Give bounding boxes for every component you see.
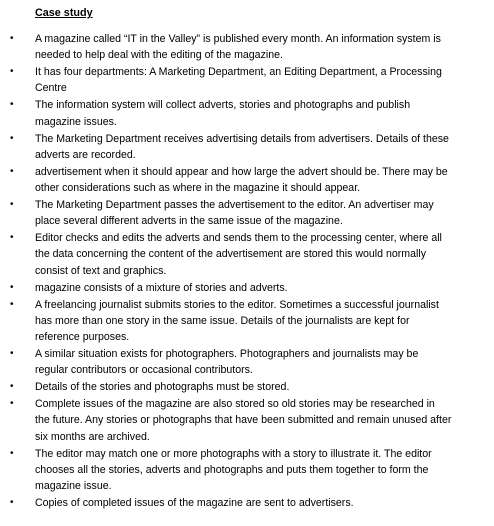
list-item-text: The Marketing Department passes the advertisement to the editor. An advertiser may place several different adverts in the same issue of the magazine. — [35, 199, 434, 228]
list-item — [0, 31, 494, 63]
list-item — [0, 446, 494, 495]
list-item — [0, 495, 494, 511]
list-item — [0, 346, 494, 378]
bullet-icon: • — [10, 33, 14, 44]
list-item — [0, 164, 494, 196]
bullet-icon: • — [10, 348, 14, 360]
list-item-text: The information system will collect adverts, stories and photographs and publish magazine issues. — [35, 99, 411, 128]
bullet-icon: • — [10, 497, 14, 509]
list-item-text: A magazine called “IT in the Valley” is published every month. An information system is needed to help deal with the editing of the magazine. — [35, 33, 441, 62]
bullet-icon: • — [10, 66, 14, 78]
bullet-icon: • — [10, 132, 14, 144]
list-item-text: magazine consists of a mixture of stories and adverts. — [35, 281, 288, 294]
list-item-text: A freelancing journalist submits stories to the editor. Sometimes a successful journalist has more than one story in the same issue. Details of the journalists are kept for reference purposes. — [35, 298, 439, 344]
list-item-text: Copies of completed issues of the magazine are sent to advertisers. — [35, 497, 354, 510]
list-item-text: advertisement when it should appear and how large the advert should be. There may be other considerations such as where in the magazine it should appear. — [35, 165, 448, 195]
document-title: Case study — [35, 7, 93, 19]
list-item — [0, 197, 494, 229]
bullet-icon: • — [10, 165, 14, 177]
list-item — [0, 97, 494, 129]
list-item — [0, 379, 494, 395]
bullet-icon: • — [10, 199, 14, 211]
list-item — [0, 131, 494, 163]
list-item-text: A similar situation exists for photographers. Photographers and journalists may be regular contributors or occasional contributors. — [35, 348, 419, 377]
bullet-list — [0, 31, 494, 512]
bullet-icon: • — [10, 232, 14, 244]
list-item — [0, 280, 494, 296]
bullet-icon: • — [10, 398, 14, 410]
list-item — [0, 230, 494, 279]
bullet-icon: • — [10, 298, 14, 310]
bullet-icon: • — [10, 99, 14, 111]
list-item-text: It has four departments: A Marketing Department, an Editing Department, a Processing Centre — [35, 66, 442, 95]
list-item-text: Complete issues of the magazine are also stored so old stories may be researched in the future. Any stories or photographs that have been submitted and remain unused after six months are archived. — [35, 398, 452, 443]
list-item — [0, 297, 494, 346]
list-item-text: Editor checks and edits the adverts and sends them to the processing center, where all the data concerning the content of the advertisement are stored this would normally consist of text and graphics. — [35, 232, 442, 277]
bullet-icon: • — [10, 447, 14, 459]
list-item — [0, 64, 494, 96]
list-item — [0, 396, 494, 445]
list-item-text: The editor may match one or more photographs with a story to illustrate it. The editor chooses all the stories, adverts and photographs and puts them together to form the magazine issue. — [35, 447, 432, 493]
list-item-text: The Marketing Department receives advertising details from advertisers. Details of these adverts are recorded. — [35, 132, 449, 161]
bullet-icon: • — [10, 381, 14, 393]
list-item-text: Details of the stories and photographs must be stored. — [35, 381, 290, 394]
bullet-icon: • — [10, 281, 14, 293]
